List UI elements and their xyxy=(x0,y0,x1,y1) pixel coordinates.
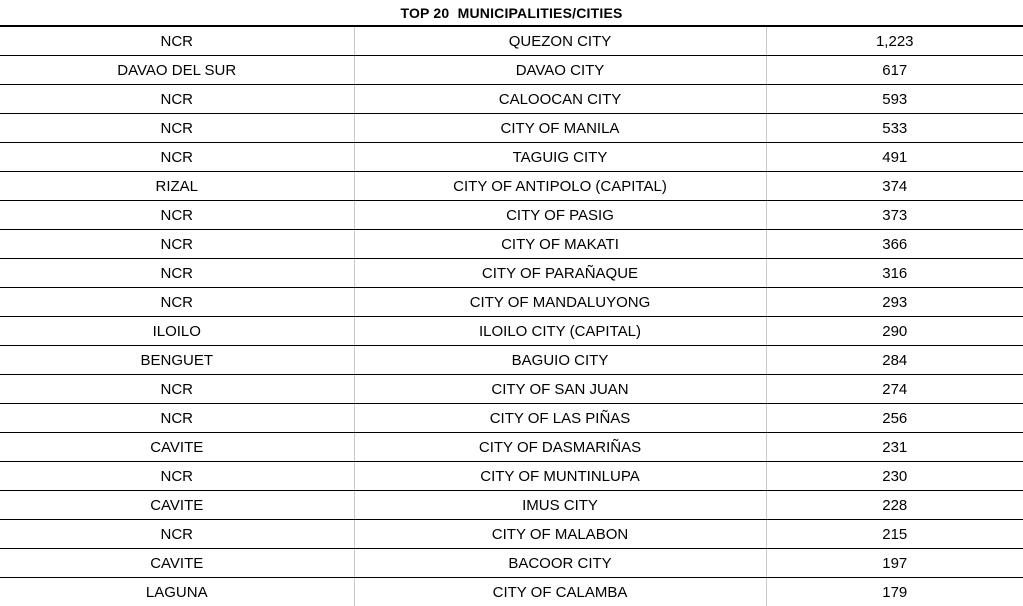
table-row xyxy=(0,85,1023,114)
count-cell[interactable]: 1,223 xyxy=(766,27,1023,56)
count-cell[interactable]: 230 xyxy=(766,462,1023,491)
table-row xyxy=(0,230,1023,259)
city-cell[interactable]: CITY OF MAKATI xyxy=(354,230,766,259)
table-row xyxy=(0,520,1023,549)
table-row xyxy=(0,288,1023,317)
city-cell[interactable]: CITY OF MUNTINLUPA xyxy=(354,462,766,491)
province-cell[interactable]: ILOILO xyxy=(0,317,354,346)
table-row xyxy=(0,27,1023,56)
city-cell[interactable]: ILOILO CITY (CAPITAL) xyxy=(354,317,766,346)
table-row xyxy=(0,491,1023,520)
table-row xyxy=(0,433,1023,462)
table-body xyxy=(0,27,1023,606)
province-cell[interactable]: CAVITE xyxy=(0,549,354,578)
city-cell[interactable]: DAVAO CITY xyxy=(354,56,766,85)
province-cell[interactable]: CAVITE xyxy=(0,433,354,462)
count-cell[interactable]: 491 xyxy=(766,143,1023,172)
table-row xyxy=(0,317,1023,346)
city-cell[interactable]: CITY OF ANTIPOLO (CAPITAL) xyxy=(354,172,766,201)
province-cell[interactable]: NCR xyxy=(0,520,354,549)
province-cell[interactable]: CAVITE xyxy=(0,491,354,520)
table-row xyxy=(0,404,1023,433)
count-cell[interactable]: 617 xyxy=(766,56,1023,85)
city-cell[interactable]: TAGUIG CITY xyxy=(354,143,766,172)
count-cell[interactable]: 373 xyxy=(766,201,1023,230)
city-cell[interactable]: CITY OF SAN JUAN xyxy=(354,375,766,404)
city-cell[interactable]: CITY OF MANDALUYONG xyxy=(354,288,766,317)
count-cell[interactable]: 290 xyxy=(766,317,1023,346)
city-cell[interactable]: CITY OF DASMARIÑAS xyxy=(354,433,766,462)
province-cell[interactable]: NCR xyxy=(0,288,354,317)
table-row xyxy=(0,375,1023,404)
table-row xyxy=(0,259,1023,288)
province-cell[interactable]: DAVAO DEL SUR xyxy=(0,56,354,85)
province-cell[interactable]: LAGUNA xyxy=(0,578,354,606)
city-cell[interactable]: IMUS CITY xyxy=(354,491,766,520)
count-cell[interactable]: 293 xyxy=(766,288,1023,317)
table-row xyxy=(0,56,1023,85)
province-cell[interactable]: NCR xyxy=(0,404,354,433)
city-cell[interactable]: CITY OF MALABON xyxy=(354,520,766,549)
city-cell[interactable]: CITY OF LAS PIÑAS xyxy=(354,404,766,433)
table-title: TOP 20 MUNICIPALITIES/CITIES xyxy=(0,0,1023,27)
count-cell[interactable]: 533 xyxy=(766,114,1023,143)
count-cell[interactable]: 284 xyxy=(766,346,1023,375)
table-row xyxy=(0,578,1023,606)
table-row xyxy=(0,462,1023,491)
table-row xyxy=(0,172,1023,201)
count-cell[interactable]: 228 xyxy=(766,491,1023,520)
city-cell[interactable]: CITY OF MANILA xyxy=(354,114,766,143)
count-cell[interactable]: 374 xyxy=(766,172,1023,201)
province-cell[interactable]: NCR xyxy=(0,462,354,491)
province-cell[interactable]: NCR xyxy=(0,85,354,114)
city-cell[interactable]: CITY OF PARAÑAQUE xyxy=(354,259,766,288)
province-cell[interactable]: NCR xyxy=(0,259,354,288)
province-cell[interactable]: NCR xyxy=(0,201,354,230)
count-cell[interactable]: 256 xyxy=(766,404,1023,433)
count-cell[interactable]: 197 xyxy=(766,549,1023,578)
city-cell[interactable]: BAGUIO CITY xyxy=(354,346,766,375)
province-cell[interactable]: BENGUET xyxy=(0,346,354,375)
count-cell[interactable]: 366 xyxy=(766,230,1023,259)
city-cell[interactable]: CITY OF PASIG xyxy=(354,201,766,230)
city-cell[interactable]: QUEZON CITY xyxy=(354,27,766,56)
province-cell[interactable]: NCR xyxy=(0,375,354,404)
table-row xyxy=(0,143,1023,172)
province-cell[interactable]: NCR xyxy=(0,230,354,259)
province-cell[interactable]: RIZAL xyxy=(0,172,354,201)
table-row xyxy=(0,201,1023,230)
city-cell[interactable]: CITY OF CALAMBA xyxy=(354,578,766,606)
province-cell[interactable]: NCR xyxy=(0,114,354,143)
table-row xyxy=(0,549,1023,578)
city-cell[interactable]: CALOOCAN CITY xyxy=(354,85,766,114)
table-row xyxy=(0,114,1023,143)
count-cell[interactable]: 593 xyxy=(766,85,1023,114)
count-cell[interactable]: 231 xyxy=(766,433,1023,462)
table-row xyxy=(0,346,1023,375)
count-cell[interactable]: 179 xyxy=(766,578,1023,606)
city-cell[interactable]: BACOOR CITY xyxy=(354,549,766,578)
province-cell[interactable]: NCR xyxy=(0,143,354,172)
municipalities-table xyxy=(0,27,1023,606)
count-cell[interactable]: 215 xyxy=(766,520,1023,549)
province-cell[interactable]: NCR xyxy=(0,27,354,56)
count-cell[interactable]: 274 xyxy=(766,375,1023,404)
count-cell[interactable]: 316 xyxy=(766,259,1023,288)
